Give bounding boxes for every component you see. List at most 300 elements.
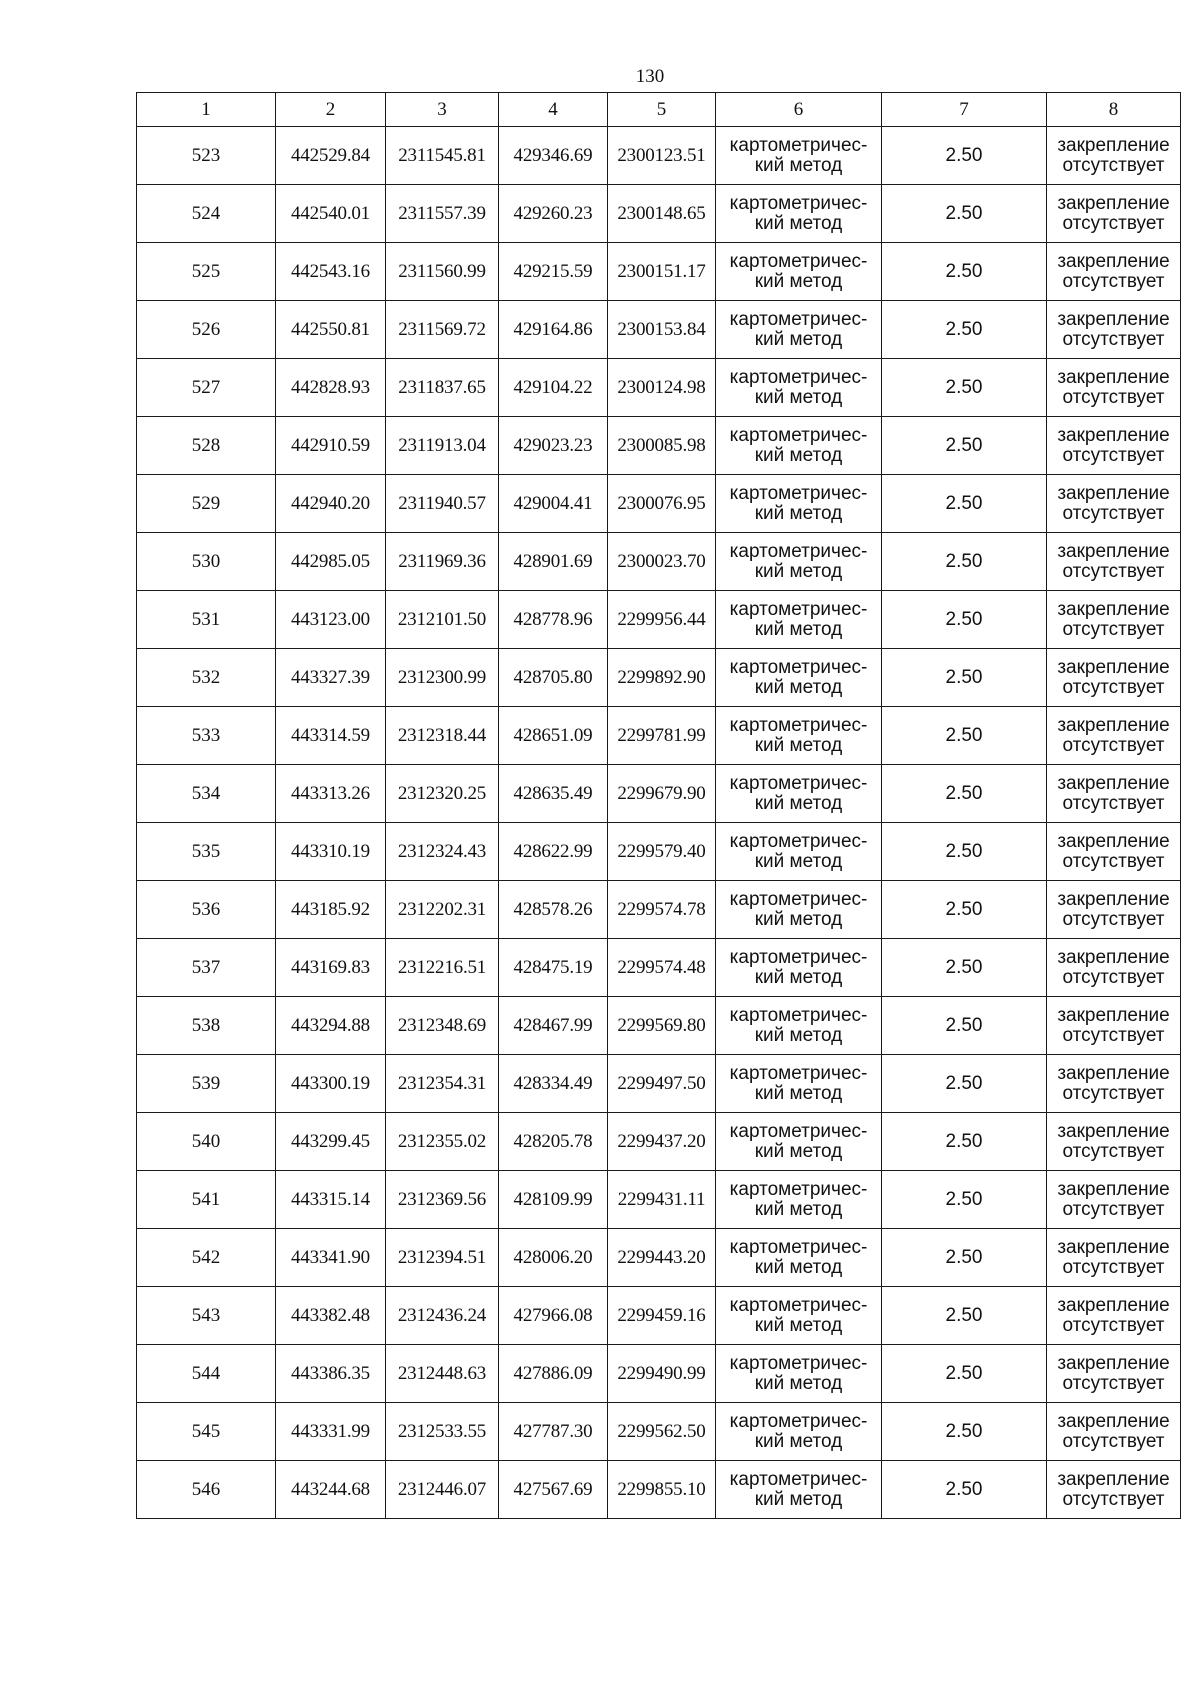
table-row	[137, 881, 1181, 939]
accuracy-cell: 2.50	[882, 533, 1047, 591]
accuracy-cell: 2.50	[882, 1461, 1047, 1519]
method-cell	[716, 1113, 882, 1171]
method-cell	[716, 475, 882, 533]
y2-coordinate-cell: 2299892.90	[608, 649, 716, 707]
x2-coordinate-cell: 428705.80	[499, 649, 608, 707]
y1-coordinate-cell: 2312202.31	[386, 881, 499, 939]
method-cell	[716, 939, 882, 997]
fixing-cell	[1047, 997, 1181, 1055]
accuracy-cell: 2.50	[882, 1171, 1047, 1229]
fixing-line-2: отсутствует	[1062, 734, 1165, 756]
table-row	[137, 1461, 1181, 1519]
y1-coordinate-cell: 2312318.44	[386, 707, 499, 765]
fixing-cell	[1047, 1113, 1181, 1171]
fixing-line-2: отсутствует	[1062, 1082, 1165, 1104]
header-cell-4: 4	[499, 93, 608, 127]
method-cell	[716, 881, 882, 939]
y2-coordinate-cell: 2299490.99	[608, 1345, 716, 1403]
accuracy-cell: 2.50	[882, 1287, 1047, 1345]
method-line-2: кий метод	[754, 618, 843, 640]
header-cell-7: 7	[882, 93, 1047, 127]
method-line-2: кий метод	[754, 1372, 843, 1394]
point-number-cell: 536	[137, 881, 276, 939]
fixing-line-2: отсутствует	[1062, 850, 1165, 872]
method-line-2: кий метод	[754, 676, 843, 698]
y1-coordinate-cell: 2312355.02	[386, 1113, 499, 1171]
method-cell	[716, 649, 882, 707]
fixing-line-2: отсутствует	[1062, 1314, 1165, 1336]
method-line-1: картометричес-	[729, 772, 868, 794]
method-cell	[716, 1229, 882, 1287]
method-cell	[716, 765, 882, 823]
y1-coordinate-cell: 2311940.57	[386, 475, 499, 533]
method-line-2: кий метод	[754, 908, 843, 930]
y1-coordinate-cell: 2312533.55	[386, 1403, 499, 1461]
method-cell	[716, 1287, 882, 1345]
accuracy-cell: 2.50	[882, 997, 1047, 1055]
y1-coordinate-cell: 2311545.81	[386, 127, 499, 185]
x2-coordinate-cell: 428467.99	[499, 997, 608, 1055]
y2-coordinate-cell: 2300085.98	[608, 417, 716, 475]
fixing-cell	[1047, 301, 1181, 359]
fixing-line-1: закрепление	[1057, 946, 1170, 968]
fixing-line-1: закрепление	[1057, 598, 1170, 620]
fixing-cell	[1047, 1287, 1181, 1345]
fixing-cell	[1047, 765, 1181, 823]
y1-coordinate-cell: 2311837.65	[386, 359, 499, 417]
table-row	[137, 997, 1181, 1055]
method-line-1: картометричес-	[729, 482, 868, 504]
x2-coordinate-cell: 428006.20	[499, 1229, 608, 1287]
x1-coordinate-cell: 443299.45	[276, 1113, 386, 1171]
method-line-1: картометричес-	[729, 1352, 868, 1374]
point-number-cell: 543	[137, 1287, 276, 1345]
fixing-cell	[1047, 1171, 1181, 1229]
fixing-line-1: закрепление	[1057, 1120, 1170, 1142]
x2-coordinate-cell: 429260.23	[499, 185, 608, 243]
y1-coordinate-cell: 2312436.24	[386, 1287, 499, 1345]
fixing-cell	[1047, 533, 1181, 591]
method-line-2: кий метод	[754, 560, 843, 582]
point-number-cell: 542	[137, 1229, 276, 1287]
y1-coordinate-cell: 2312448.63	[386, 1345, 499, 1403]
x2-coordinate-cell: 428778.96	[499, 591, 608, 649]
fixing-line-2: отсутствует	[1062, 270, 1165, 292]
accuracy-cell: 2.50	[882, 1229, 1047, 1287]
y2-coordinate-cell: 2299579.40	[608, 823, 716, 881]
accuracy-cell: 2.50	[882, 243, 1047, 301]
method-line-1: картометричес-	[729, 1120, 868, 1142]
fixing-line-1: закрепление	[1057, 714, 1170, 736]
fixing-line-1: закрепление	[1057, 1294, 1170, 1316]
y2-coordinate-cell: 2299574.48	[608, 939, 716, 997]
method-cell	[716, 707, 882, 765]
x1-coordinate-cell: 442828.93	[276, 359, 386, 417]
accuracy-cell: 2.50	[882, 359, 1047, 417]
table-row	[137, 127, 1181, 185]
fixing-cell	[1047, 1055, 1181, 1113]
point-number-cell: 526	[137, 301, 276, 359]
method-cell	[716, 127, 882, 185]
y1-coordinate-cell: 2311969.36	[386, 533, 499, 591]
x1-coordinate-cell: 443294.88	[276, 997, 386, 1055]
accuracy-cell: 2.50	[882, 185, 1047, 243]
fixing-cell	[1047, 1403, 1181, 1461]
point-number-cell: 541	[137, 1171, 276, 1229]
y1-coordinate-cell: 2312324.43	[386, 823, 499, 881]
method-line-1: картометричес-	[729, 250, 868, 272]
fixing-line-1: закрепление	[1057, 134, 1170, 156]
point-number-cell: 546	[137, 1461, 276, 1519]
fixing-line-1: закрепление	[1057, 424, 1170, 446]
fixing-cell	[1047, 1229, 1181, 1287]
fixing-line-2: отсутствует	[1062, 1488, 1165, 1510]
fixing-cell	[1047, 127, 1181, 185]
header-cell-3: 3	[386, 93, 499, 127]
fixing-line-1: закрепление	[1057, 1062, 1170, 1084]
fixing-line-2: отсутствует	[1062, 386, 1165, 408]
fixing-line-1: закрепление	[1057, 1352, 1170, 1374]
header-cell-5: 5	[608, 93, 716, 127]
method-line-2: кий метод	[754, 1256, 843, 1278]
accuracy-cell: 2.50	[882, 1345, 1047, 1403]
x2-coordinate-cell: 428475.19	[499, 939, 608, 997]
x1-coordinate-cell: 442985.05	[276, 533, 386, 591]
point-number-cell: 538	[137, 997, 276, 1055]
method-line-2: кий метод	[754, 1024, 843, 1046]
fixing-line-2: отсутствует	[1062, 1198, 1165, 1220]
accuracy-cell: 2.50	[882, 591, 1047, 649]
method-line-2: кий метод	[754, 1082, 843, 1104]
method-line-2: кий метод	[754, 386, 843, 408]
method-line-2: кий метод	[754, 1140, 843, 1162]
fixing-cell	[1047, 649, 1181, 707]
method-line-2: кий метод	[754, 1314, 843, 1336]
fixing-line-1: закрепление	[1057, 540, 1170, 562]
fixing-line-1: закрепление	[1057, 1178, 1170, 1200]
fixing-line-1: закрепление	[1057, 888, 1170, 910]
point-number-cell: 528	[137, 417, 276, 475]
fixing-line-2: отсутствует	[1062, 1372, 1165, 1394]
fixing-line-1: закрепление	[1057, 482, 1170, 504]
y1-coordinate-cell: 2312101.50	[386, 591, 499, 649]
table-row	[137, 533, 1181, 591]
method-line-1: картометричес-	[729, 1294, 868, 1316]
accuracy-cell: 2.50	[882, 649, 1047, 707]
method-line-2: кий метод	[754, 212, 843, 234]
fixing-line-1: закрепление	[1057, 1468, 1170, 1490]
accuracy-cell: 2.50	[882, 765, 1047, 823]
x2-coordinate-cell: 428109.99	[499, 1171, 608, 1229]
point-number-cell: 532	[137, 649, 276, 707]
fixing-line-2: отсутствует	[1062, 1430, 1165, 1452]
y1-coordinate-cell: 2312354.31	[386, 1055, 499, 1113]
x2-coordinate-cell: 428651.09	[499, 707, 608, 765]
y2-coordinate-cell: 2299562.50	[608, 1403, 716, 1461]
x2-coordinate-cell: 429215.59	[499, 243, 608, 301]
fixing-cell	[1047, 475, 1181, 533]
y1-coordinate-cell: 2311560.99	[386, 243, 499, 301]
method-cell	[716, 591, 882, 649]
point-number-cell: 527	[137, 359, 276, 417]
method-cell	[716, 301, 882, 359]
method-line-1: картометричес-	[729, 424, 868, 446]
method-line-1: картометричес-	[729, 1178, 868, 1200]
y2-coordinate-cell: 2300076.95	[608, 475, 716, 533]
method-line-2: кий метод	[754, 1430, 843, 1452]
fixing-line-2: отсутствует	[1062, 444, 1165, 466]
table-row	[137, 185, 1181, 243]
x2-coordinate-cell: 429023.23	[499, 417, 608, 475]
point-number-cell: 545	[137, 1403, 276, 1461]
table-row	[137, 707, 1181, 765]
x1-coordinate-cell: 443300.19	[276, 1055, 386, 1113]
method-line-1: картометричес-	[729, 1004, 868, 1026]
y1-coordinate-cell: 2311557.39	[386, 185, 499, 243]
point-number-cell: 540	[137, 1113, 276, 1171]
y1-coordinate-cell: 2312446.07	[386, 1461, 499, 1519]
fixing-line-2: отсутствует	[1062, 1256, 1165, 1278]
method-cell	[716, 997, 882, 1055]
y2-coordinate-cell: 2300023.70	[608, 533, 716, 591]
page-number: 130	[635, 66, 665, 87]
fixing-line-2: отсутствует	[1062, 676, 1165, 698]
fixing-cell	[1047, 417, 1181, 475]
method-line-2: кий метод	[754, 734, 843, 756]
y2-coordinate-cell: 2299497.50	[608, 1055, 716, 1113]
table-row	[137, 1403, 1181, 1461]
accuracy-cell: 2.50	[882, 939, 1047, 997]
y1-coordinate-cell: 2311913.04	[386, 417, 499, 475]
y2-coordinate-cell: 2299781.99	[608, 707, 716, 765]
x1-coordinate-cell: 443244.68	[276, 1461, 386, 1519]
point-number-cell: 530	[137, 533, 276, 591]
y1-coordinate-cell: 2312348.69	[386, 997, 499, 1055]
method-cell	[716, 1461, 882, 1519]
method-line-2: кий метод	[754, 154, 843, 176]
table-row	[137, 649, 1181, 707]
x2-coordinate-cell: 429164.86	[499, 301, 608, 359]
y2-coordinate-cell: 2300124.98	[608, 359, 716, 417]
fixing-line-2: отсутствует	[1062, 212, 1165, 234]
point-number-cell: 525	[137, 243, 276, 301]
accuracy-cell: 2.50	[882, 1113, 1047, 1171]
x1-coordinate-cell: 442540.01	[276, 185, 386, 243]
method-line-1: картометричес-	[729, 1236, 868, 1258]
point-number-cell: 534	[137, 765, 276, 823]
x1-coordinate-cell: 443185.92	[276, 881, 386, 939]
fixing-line-2: отсутствует	[1062, 154, 1165, 176]
fixing-line-1: закрепление	[1057, 250, 1170, 272]
method-cell	[716, 533, 882, 591]
method-line-2: кий метод	[754, 444, 843, 466]
accuracy-cell: 2.50	[882, 707, 1047, 765]
fixing-line-1: закрепление	[1057, 1410, 1170, 1432]
accuracy-cell: 2.50	[882, 417, 1047, 475]
table-row	[137, 1113, 1181, 1171]
point-number-cell: 533	[137, 707, 276, 765]
x2-coordinate-cell: 428205.78	[499, 1113, 608, 1171]
y2-coordinate-cell: 2299459.16	[608, 1287, 716, 1345]
header-cell-2: 2	[276, 93, 386, 127]
method-cell	[716, 359, 882, 417]
table-row	[137, 359, 1181, 417]
y2-coordinate-cell: 2299443.20	[608, 1229, 716, 1287]
fixing-line-2: отсутствует	[1062, 502, 1165, 524]
y1-coordinate-cell: 2312216.51	[386, 939, 499, 997]
x2-coordinate-cell: 428901.69	[499, 533, 608, 591]
method-cell	[716, 1345, 882, 1403]
method-cell	[716, 243, 882, 301]
fixing-line-2: отсутствует	[1062, 966, 1165, 988]
fixing-cell	[1047, 823, 1181, 881]
x1-coordinate-cell: 443313.26	[276, 765, 386, 823]
method-line-1: картометричес-	[729, 714, 868, 736]
accuracy-cell: 2.50	[882, 1055, 1047, 1113]
x1-coordinate-cell: 443382.48	[276, 1287, 386, 1345]
method-line-2: кий метод	[754, 270, 843, 292]
fixing-line-1: закрепление	[1057, 366, 1170, 388]
y2-coordinate-cell: 2299574.78	[608, 881, 716, 939]
method-line-2: кий метод	[754, 1488, 843, 1510]
fixing-cell	[1047, 1345, 1181, 1403]
fixing-line-1: закрепление	[1057, 192, 1170, 214]
y2-coordinate-cell: 2299569.80	[608, 997, 716, 1055]
method-line-1: картометричес-	[729, 1468, 868, 1490]
fixing-line-2: отсутствует	[1062, 1024, 1165, 1046]
table-row	[137, 243, 1181, 301]
y1-coordinate-cell: 2312300.99	[386, 649, 499, 707]
method-line-2: кий метод	[754, 1198, 843, 1220]
fixing-line-1: закрепление	[1057, 308, 1170, 330]
fixing-line-2: отсутствует	[1062, 1140, 1165, 1162]
x1-coordinate-cell: 443169.83	[276, 939, 386, 997]
method-line-1: картометричес-	[729, 134, 868, 156]
x1-coordinate-cell: 443341.90	[276, 1229, 386, 1287]
method-line-2: кий метод	[754, 502, 843, 524]
x1-coordinate-cell: 443327.39	[276, 649, 386, 707]
x2-coordinate-cell: 429004.41	[499, 475, 608, 533]
x1-coordinate-cell: 443314.59	[276, 707, 386, 765]
y2-coordinate-cell: 2300123.51	[608, 127, 716, 185]
accuracy-cell: 2.50	[882, 823, 1047, 881]
point-number-cell: 539	[137, 1055, 276, 1113]
header-cell-8: 8	[1047, 93, 1181, 127]
y1-coordinate-cell: 2311569.72	[386, 301, 499, 359]
x1-coordinate-cell: 443310.19	[276, 823, 386, 881]
x1-coordinate-cell: 442529.84	[276, 127, 386, 185]
table-row	[137, 417, 1181, 475]
method-line-2: кий метод	[754, 966, 843, 988]
method-cell	[716, 823, 882, 881]
accuracy-cell: 2.50	[882, 301, 1047, 359]
method-line-2: кий метод	[754, 850, 843, 872]
fixing-line-1: закрепление	[1057, 830, 1170, 852]
fixing-line-2: отсутствует	[1062, 560, 1165, 582]
method-line-1: картометричес-	[729, 946, 868, 968]
x1-coordinate-cell: 442910.59	[276, 417, 386, 475]
x1-coordinate-cell: 442940.20	[276, 475, 386, 533]
y2-coordinate-cell: 2300151.17	[608, 243, 716, 301]
fixing-cell	[1047, 939, 1181, 997]
method-line-2: кий метод	[754, 792, 843, 814]
x2-coordinate-cell: 427787.30	[499, 1403, 608, 1461]
accuracy-cell: 2.50	[882, 1403, 1047, 1461]
table-row	[137, 591, 1181, 649]
method-cell	[716, 185, 882, 243]
coordinates-table	[136, 92, 1181, 1519]
header-cell-1: 1	[137, 93, 276, 127]
fixing-line-1: закрепление	[1057, 1236, 1170, 1258]
table-row	[137, 1345, 1181, 1403]
table-row	[137, 765, 1181, 823]
y1-coordinate-cell: 2312369.56	[386, 1171, 499, 1229]
header-cell-6: 6	[716, 93, 882, 127]
x2-coordinate-cell: 427886.09	[499, 1345, 608, 1403]
accuracy-cell: 2.50	[882, 881, 1047, 939]
method-line-1: картометричес-	[729, 1410, 868, 1432]
method-cell	[716, 417, 882, 475]
fixing-cell	[1047, 185, 1181, 243]
x2-coordinate-cell: 428635.49	[499, 765, 608, 823]
point-number-cell: 535	[137, 823, 276, 881]
point-number-cell: 524	[137, 185, 276, 243]
fixing-cell	[1047, 243, 1181, 301]
fixing-cell	[1047, 707, 1181, 765]
fixing-line-2: отсутствует	[1062, 328, 1165, 350]
x2-coordinate-cell: 428578.26	[499, 881, 608, 939]
y2-coordinate-cell: 2299855.10	[608, 1461, 716, 1519]
x1-coordinate-cell: 443123.00	[276, 591, 386, 649]
x2-coordinate-cell: 427966.08	[499, 1287, 608, 1345]
x2-coordinate-cell: 427567.69	[499, 1461, 608, 1519]
method-line-1: картометричес-	[729, 598, 868, 620]
x2-coordinate-cell: 429346.69	[499, 127, 608, 185]
x1-coordinate-cell: 442543.16	[276, 243, 386, 301]
method-cell	[716, 1055, 882, 1113]
y2-coordinate-cell: 2300148.65	[608, 185, 716, 243]
method-line-1: картометричес-	[729, 366, 868, 388]
fixing-line-1: закрепление	[1057, 1004, 1170, 1026]
fixing-cell	[1047, 1461, 1181, 1519]
method-line-1: картометричес-	[729, 830, 868, 852]
method-line-1: картометричес-	[729, 888, 868, 910]
table-row	[137, 1171, 1181, 1229]
table-row	[137, 301, 1181, 359]
fixing-line-2: отсутствует	[1062, 908, 1165, 930]
y1-coordinate-cell: 2312320.25	[386, 765, 499, 823]
fixing-line-1: закрепление	[1057, 656, 1170, 678]
table-row	[137, 823, 1181, 881]
fixing-cell	[1047, 359, 1181, 417]
table-row	[137, 1287, 1181, 1345]
point-number-cell: 537	[137, 939, 276, 997]
table-row	[137, 475, 1181, 533]
x1-coordinate-cell: 443331.99	[276, 1403, 386, 1461]
y2-coordinate-cell: 2299679.90	[608, 765, 716, 823]
fixing-line-2: отсутствует	[1062, 618, 1165, 640]
fixing-cell	[1047, 881, 1181, 939]
method-line-1: картометричес-	[729, 656, 868, 678]
accuracy-cell: 2.50	[882, 127, 1047, 185]
header-row	[137, 93, 1181, 127]
accuracy-cell: 2.50	[882, 475, 1047, 533]
table-row	[137, 1229, 1181, 1287]
method-line-1: картометричес-	[729, 192, 868, 214]
y2-coordinate-cell: 2300153.84	[608, 301, 716, 359]
fixing-cell	[1047, 591, 1181, 649]
x2-coordinate-cell: 428334.49	[499, 1055, 608, 1113]
